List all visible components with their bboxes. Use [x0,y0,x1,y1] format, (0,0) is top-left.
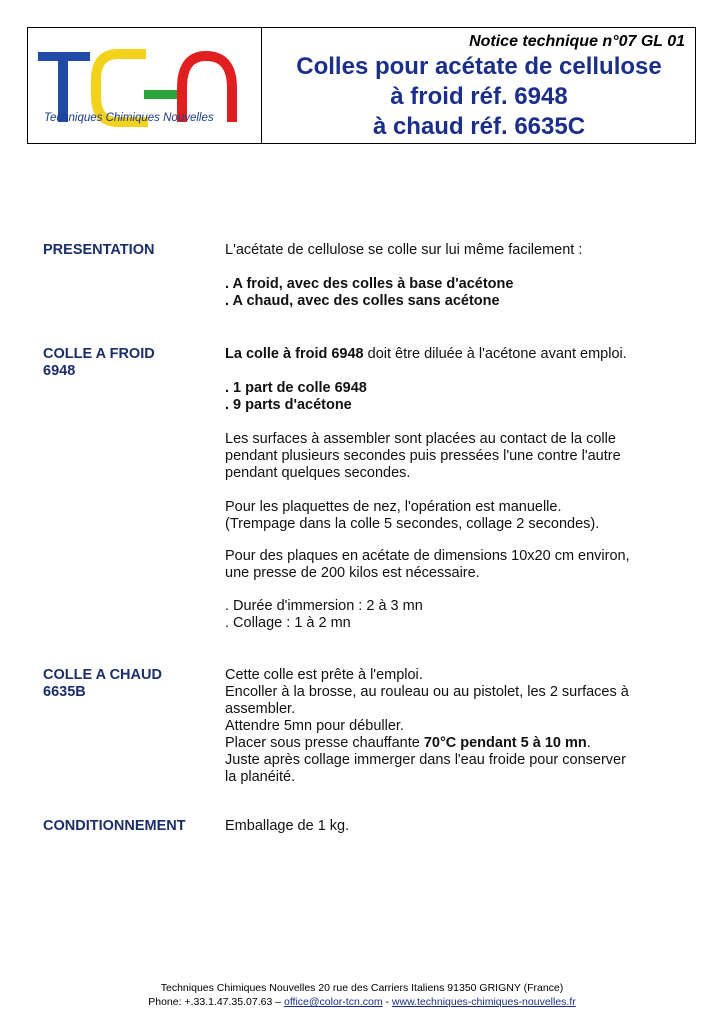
presentation-point-1: . A froid, avec des colles à base d'acétone [225,276,514,292]
footer-address: Techniques Chimiques Nouvelles 20 rue des Carriers Italiens 91350 GRIGNY (France) [160,982,564,994]
colle-froid-intro-rest: doit être diluée à l'acétone avant emploi. [363,346,627,362]
colle-froid-para2-line1: Pour les plaquettes de nez, l'opération est manuelle. [225,499,562,515]
section-label-colle-chaud [43,667,213,701]
colle-chaud-line-3: assembler. [225,701,296,717]
colle-froid-mix-1: . 1 part de colle 6948 [225,380,367,396]
colle-chaud-label-2: 6635B [43,684,86,700]
conditionnement-text: Emballage de 1 kg. [225,818,350,834]
footer [0,981,724,1009]
colle-chaud-line-5-pre: Placer sous presse chauffante [225,735,424,751]
colle-chaud-line-5-post: . [586,735,591,751]
colle-froid-intro-bold: La colle à froid 6948 [225,346,364,362]
colle-froid-para2 [225,499,665,533]
colle-froid-para1-line3: pendant quelques secondes. [225,465,411,481]
title-line-1: Colles pour acétate de cellulose [296,53,662,80]
colle-froid-para3-line1: Pour des plaques en acétate de dimensions 10x20 cm environ, [225,548,630,564]
footer-phone: Phone: +.33.1.47.35.07.63 – [148,996,284,1008]
colle-chaud-line-5-bold: 70°C pendant 5 à 10 mn [423,735,587,751]
presentation-label: PRESENTATION [43,242,155,258]
section-label-presentation [43,242,213,259]
colle-froid-durations [225,598,665,632]
section-label-colle-froid [43,346,213,380]
colle-froid-intro [225,346,665,363]
section-label-conditionnement [43,818,213,835]
title-line-3: à chaud réf. 6635C [372,113,586,140]
colle-chaud-line-2: Encoller à la brosse, au rouleau ou au pistolet, les 2 surfaces à [225,684,629,700]
presentation-intro: L'acétate de cellulose se colle sur lui même facilement : [225,242,583,258]
notice-reference: Notice technique n°07 GL 01 [469,33,685,50]
document-title [262,52,696,142]
title-line-2: à froid réf. 6948 [390,83,568,110]
colle-froid-para3-line2: une presse de 200 kilos est nécessaire. [225,565,480,581]
colle-froid-para3 [225,548,665,582]
colle-froid-label-1: COLLE A FROID [43,346,155,362]
footer-email-link[interactable]: office@color-tcn.com [283,996,383,1008]
header-box [27,27,696,144]
colle-chaud-line-1: Cette colle est prête à l'emploi. [225,667,423,683]
colle-froid-para1 [225,431,665,482]
footer-contact [0,995,724,1009]
colle-chaud-line-7: la planéité. [225,769,296,785]
footer-website-link[interactable]: www.techniques-chimiques-nouvelles.fr [391,996,576,1008]
colle-froid-para2-line2: (Trempage dans la colle 5 secondes, collage 2 secondes). [225,516,600,532]
colle-chaud-label-1: COLLE A CHAUD [43,667,162,683]
colle-chaud-line-4: Attendre 5mn pour débuller. [225,718,404,734]
colle-froid-para1-line2: pendant plusieurs secondes puis pressées l'une contre l'autre [225,448,621,464]
colle-chaud-instructions [225,667,665,786]
footer-separator: - [382,996,392,1008]
colle-chaud-line-6: Juste après collage immerger dans l'eau froide pour conserver [225,752,626,768]
logo-subtitle: Techniques Chimiques Nouvelles [44,112,214,124]
conditionnement-label: CONDITIONNEMENT [43,818,186,834]
colle-froid-duration-1: . Durée d'immersion : 2 à 3 mn [225,598,423,614]
colle-froid-label-2: 6948 [43,363,76,379]
colle-froid-duration-2: . Collage : 1 à 2 mn [225,615,351,631]
colle-froid-para1-line1: Les surfaces à assembler sont placées au contact de la colle [225,431,616,447]
colle-chaud-line-5 [225,735,665,752]
presentation-point-2: . A chaud, avec des colles sans acétone [225,293,500,309]
colle-froid-mix-2: . 9 parts d'acétone [225,397,352,413]
